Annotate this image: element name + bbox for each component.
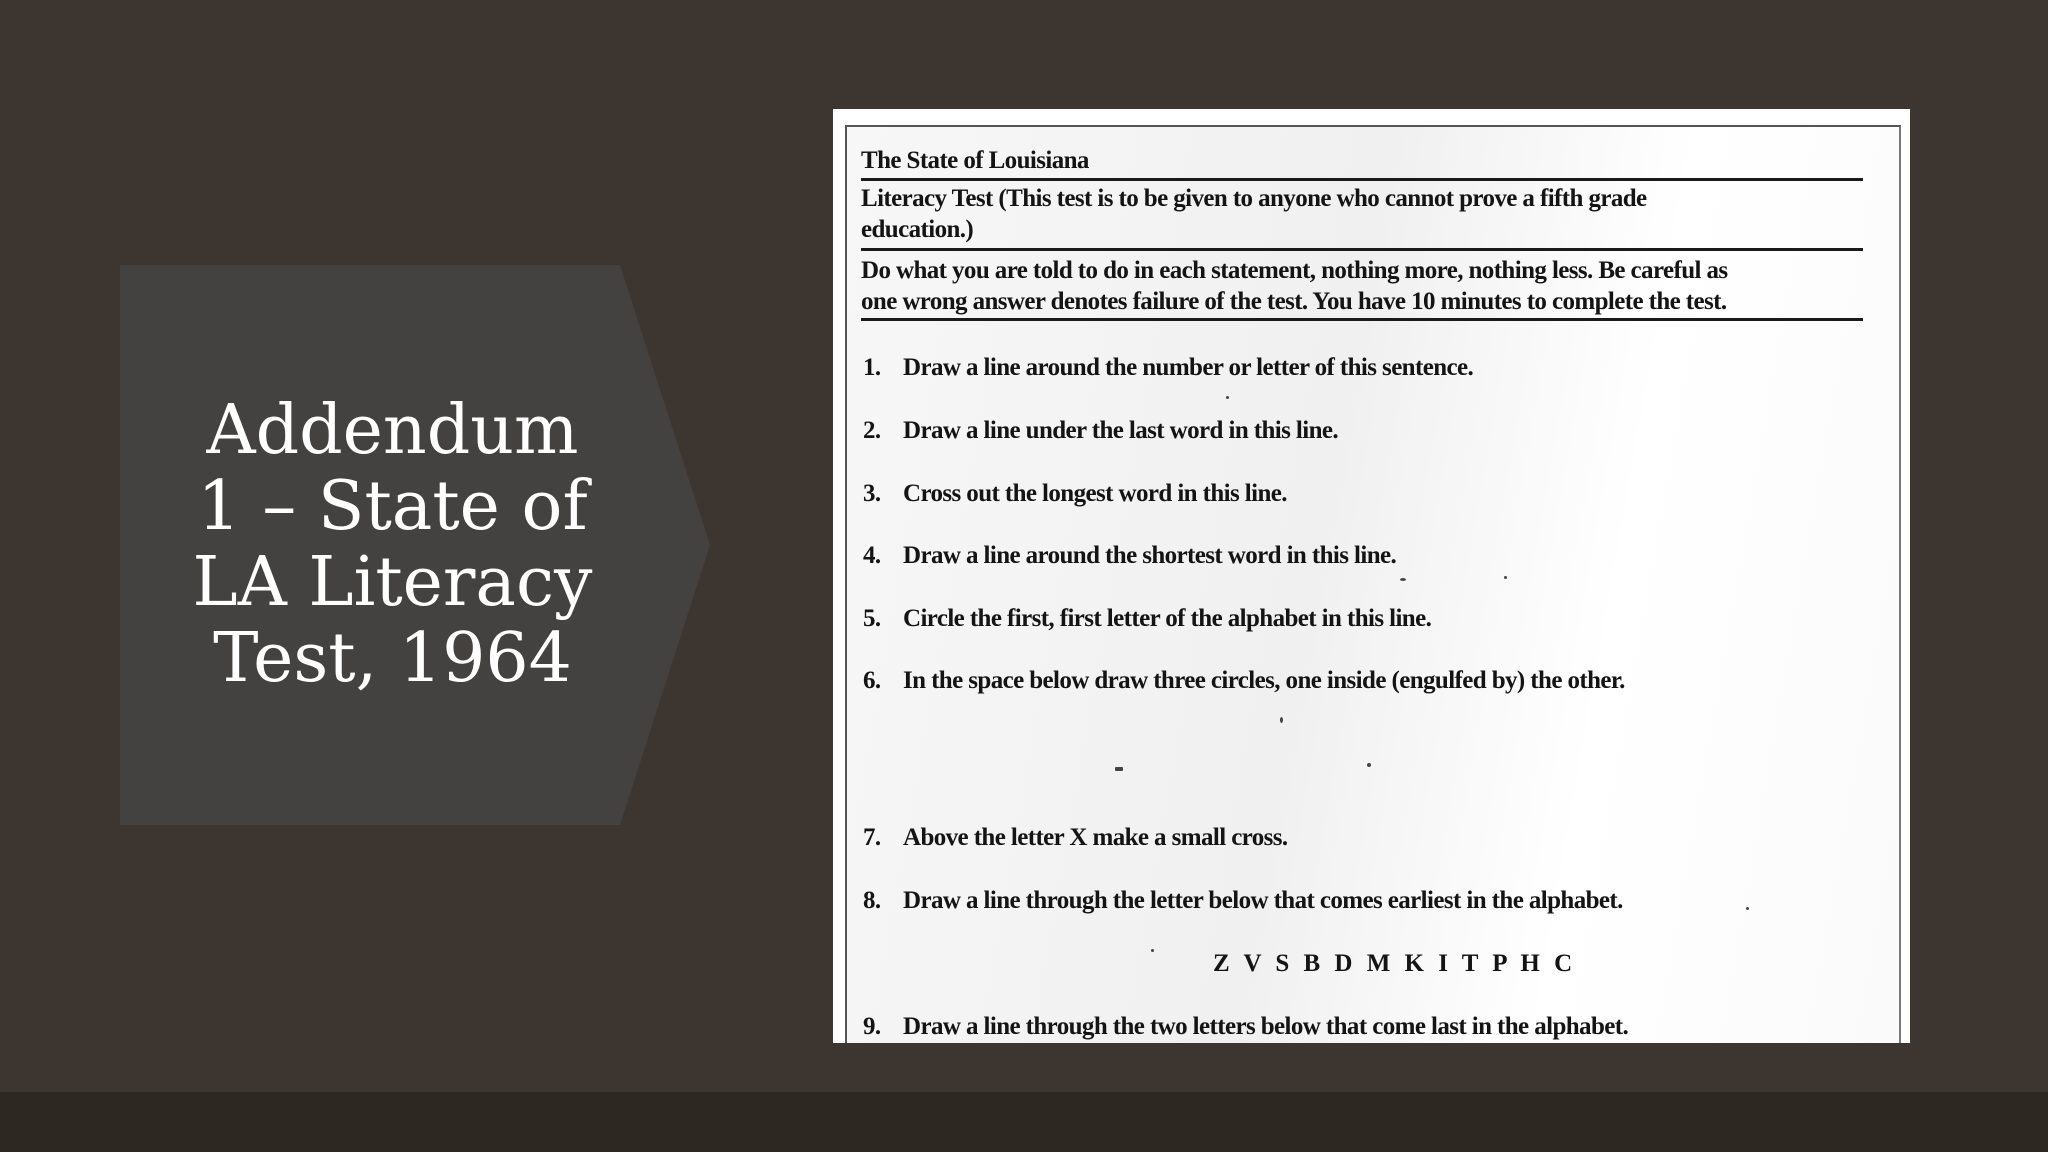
question-text: Circle the first, first letter of the alphabet in this line. bbox=[903, 605, 1432, 632]
question-text: Draw a line under the last word in this line. bbox=[903, 417, 1339, 444]
document-heading-line2: education.) bbox=[861, 216, 974, 243]
question-text: Above the letter X make a small cross. bbox=[903, 824, 1288, 851]
question-4 bbox=[863, 541, 1396, 571]
question-number: 8. bbox=[863, 887, 881, 914]
question-5 bbox=[863, 604, 1431, 634]
question-text: Draw a line around the shortest word in this line. bbox=[903, 542, 1397, 569]
title-line: Test, 1964 bbox=[213, 619, 572, 698]
footer-bar bbox=[0, 1092, 2048, 1152]
instructions-line2: one wrong answer denotes failure of the test. You have 10 minutes to complete the test. bbox=[861, 288, 1727, 315]
question-number: 1. bbox=[863, 354, 881, 381]
question-number: 5. bbox=[863, 605, 881, 632]
instructions-line1: Do what you are told to do in each statement, nothing more, nothing less. Be careful as bbox=[861, 257, 1728, 284]
question-number: 9. bbox=[863, 1013, 881, 1040]
question-2 bbox=[863, 416, 1338, 446]
question-number: 4. bbox=[863, 542, 881, 569]
slide-title bbox=[120, 265, 665, 825]
document-heading-line1: Literacy Test (This test is to be given to anyone who cannot prove a fifth grade bbox=[861, 185, 1647, 212]
scan-speck bbox=[1504, 576, 1507, 579]
question-text: Draw a line through the letter below that comes earliest in the alphabet. bbox=[903, 887, 1623, 914]
question-8 bbox=[863, 886, 1623, 916]
title-line: LA Literacy bbox=[192, 543, 593, 622]
title-line: 1 – State of bbox=[197, 467, 588, 546]
scan-speck bbox=[1400, 578, 1406, 581]
question-number: 6. bbox=[863, 667, 881, 694]
scan-speck bbox=[1746, 907, 1749, 910]
document-state: The State of Louisiana bbox=[861, 147, 1089, 174]
question-3 bbox=[863, 479, 1287, 509]
scan-speck bbox=[1151, 949, 1154, 952]
question-text: Cross out the longest word in this line. bbox=[903, 480, 1287, 507]
question-7 bbox=[863, 823, 1288, 853]
letter-row: Z V S B D M K I T P H C bbox=[1213, 950, 1577, 977]
scan-speck bbox=[1280, 717, 1283, 723]
question-number: 7. bbox=[863, 824, 881, 851]
question-text: In the space below draw three circles, one inside (engulfed by) the other. bbox=[903, 667, 1625, 694]
question-1 bbox=[863, 353, 1473, 383]
divider bbox=[861, 248, 1863, 251]
question-9 bbox=[863, 1012, 1628, 1042]
divider bbox=[861, 318, 1863, 321]
scan-speck bbox=[1226, 396, 1229, 399]
question-6 bbox=[863, 666, 1625, 696]
question-text: Draw a line around the number or letter of this sentence. bbox=[903, 354, 1474, 381]
divider bbox=[861, 178, 1863, 181]
question-text: Draw a line through the two letters below that come last in the alphabet. bbox=[903, 1013, 1629, 1040]
scan-speck bbox=[1367, 763, 1371, 767]
literacy-test-image bbox=[833, 109, 1910, 1043]
title-line: Addendum bbox=[206, 391, 579, 470]
question-number: 3. bbox=[863, 480, 881, 507]
scan-speck bbox=[1115, 767, 1123, 771]
question-number: 2. bbox=[863, 417, 881, 444]
